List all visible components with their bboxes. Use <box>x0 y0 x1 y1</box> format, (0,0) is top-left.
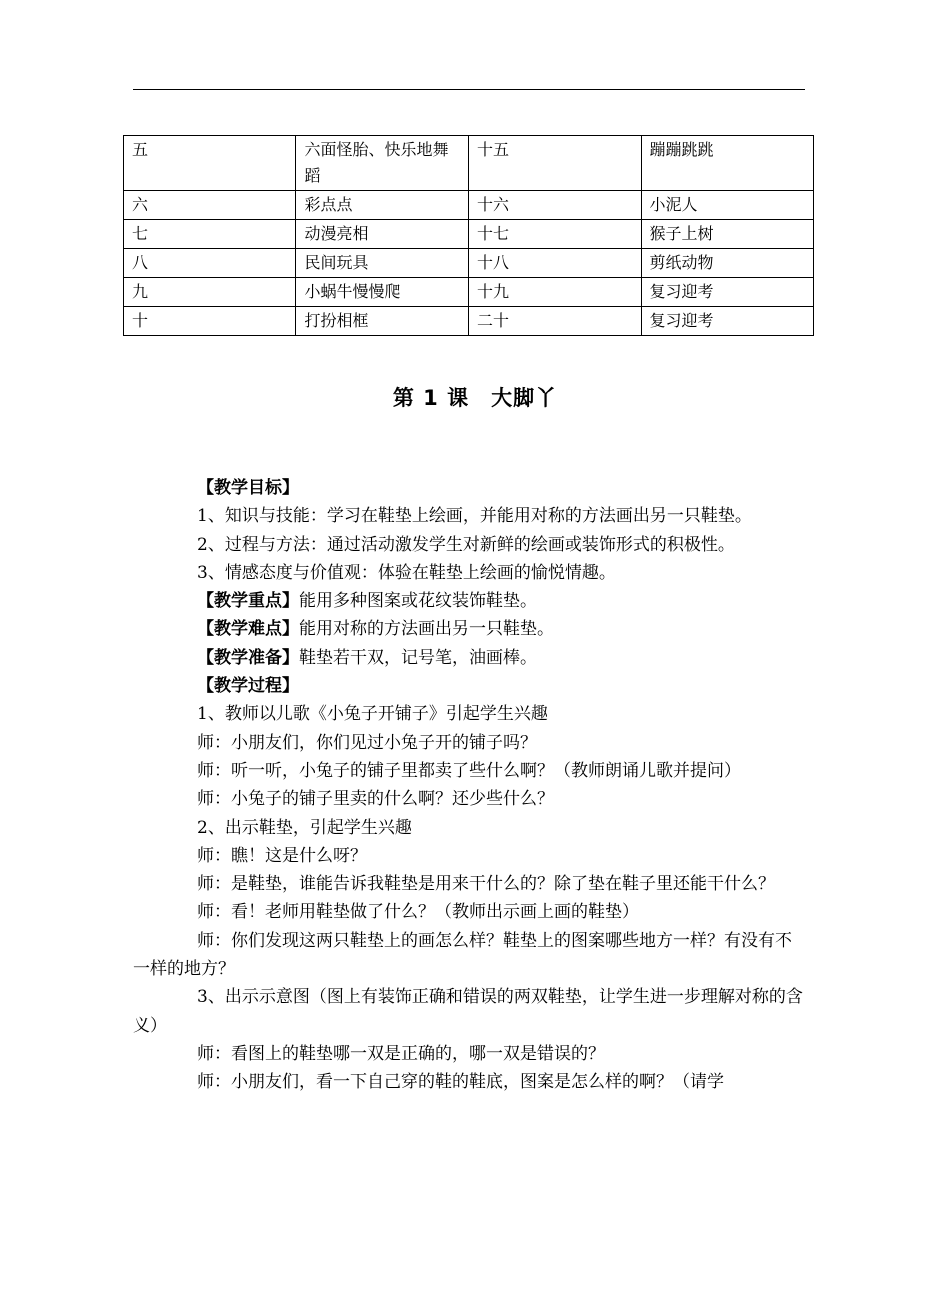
prep-heading: 【教学准备】 <box>197 647 299 668</box>
difficulty-text: 能用对称的方法画出另一只鞋垫。 <box>299 619 554 640</box>
table-cell: 小蜗牛慢慢爬 <box>296 278 469 307</box>
table-cell: 六 <box>124 191 296 220</box>
key-point-line <box>133 587 805 615</box>
process-paragraph: 师：听一听，小兔子的铺子里都卖了些什么啊？（教师朗诵儿歌并提问） <box>197 760 741 781</box>
process-paragraph: 师：瞧！这是什么呀？ <box>197 845 367 866</box>
difficulty-heading: 【教学难点】 <box>197 619 299 640</box>
table-row <box>124 191 814 220</box>
table-cell: 八 <box>124 249 296 278</box>
table-cell: 十六 <box>469 191 641 220</box>
process-paragraph: 2、出示鞋垫，引起学生兴趣 <box>197 817 412 838</box>
process-paragraph: 师：看图上的鞋垫哪一双是正确的，哪一双是错误的？ <box>197 1043 605 1064</box>
process-paragraph: 1、教师以儿歌《小兔子开铺子》引起学生兴趣 <box>197 704 548 725</box>
lesson-title: 第 1 课 大脚丫 <box>392 386 558 410</box>
prep-line <box>133 644 805 672</box>
table-cell: 六面怪胎、快乐地舞蹈 <box>296 136 469 191</box>
table-cell: 十九 <box>469 278 641 307</box>
table-cell: 民间玩具 <box>296 249 469 278</box>
table-cell: 十 <box>124 307 296 336</box>
table-cell: 打扮相框 <box>296 307 469 336</box>
table-cell: 九 <box>124 278 296 307</box>
table-cell: 十八 <box>469 249 641 278</box>
table-cell: 复习迎考 <box>641 307 814 336</box>
table-row <box>124 220 814 249</box>
table-cell: 剪纸动物 <box>641 249 814 278</box>
process-paragraph: 师：小朋友们，看一下自己穿的鞋的鞋底，图案是怎么样的啊？（请学 <box>197 1072 724 1093</box>
goal-item: 1、知识与技能：学习在鞋垫上绘画，并能用对称的方法画出另一只鞋垫。 <box>197 506 752 527</box>
table-cell: 二十 <box>469 307 641 336</box>
process-paragraph: 师：小朋友们，你们见过小兔子开的铺子吗？ <box>197 732 537 753</box>
table-cell: 彩点点 <box>296 191 469 220</box>
lesson-body <box>133 474 805 1097</box>
table-row <box>124 249 814 278</box>
difficulty-line <box>133 615 805 643</box>
goal-item: 3、情感态度与价值观：体验在鞋垫上绘画的愉悦情趣。 <box>197 562 616 583</box>
table-row <box>124 307 814 336</box>
goals-heading: 【教学目标】 <box>197 478 299 498</box>
process-paragraph: 师：看！老师用鞋垫做了什么？（教师出示画上画的鞋垫） <box>197 902 639 923</box>
table-cell: 小泥人 <box>641 191 814 220</box>
process-paragraph: 师：是鞋垫，谁能告诉我鞋垫是用来干什么的？除了垫在鞋子里还能干什么？ <box>197 874 775 895</box>
process-paragraph: 师：小兔子的铺子里卖的什么啊？还少些什么？ <box>197 789 554 810</box>
table-cell: 十七 <box>469 220 641 249</box>
process-paragraph: 师：你们发现这两只鞋垫上的画怎么样？鞋垫上的图案哪些地方一样？有没有不一样的地方？ <box>133 930 792 980</box>
table-cell: 七 <box>124 220 296 249</box>
table-cell: 五 <box>124 136 296 191</box>
process-paragraph: 3、出示示意图（图上有装饰正确和错误的两双鞋垫，让学生进一步理解对称的含义） <box>133 987 803 1036</box>
key-text: 能用多种图案或花纹装饰鞋垫。 <box>299 591 537 612</box>
table-cell: 复习迎考 <box>641 278 814 307</box>
key-heading: 【教学重点】 <box>197 591 299 612</box>
table-cell: 猴子上树 <box>641 220 814 249</box>
schedule-table <box>123 135 814 336</box>
table-cell: 蹦蹦跳跳 <box>641 136 814 191</box>
table-row <box>124 278 814 307</box>
prep-text: 鞋垫若干双，记号笔，油画棒。 <box>299 647 537 668</box>
goal-item: 2、过程与方法：通过活动激发学生对新鲜的绘画或装饰形式的积极性。 <box>197 534 735 555</box>
header-rule <box>133 89 805 90</box>
process-heading: 【教学过程】 <box>197 676 299 697</box>
table-row <box>124 136 814 191</box>
table-cell: 十五 <box>469 136 641 191</box>
table-cell: 动漫亮相 <box>296 220 469 249</box>
